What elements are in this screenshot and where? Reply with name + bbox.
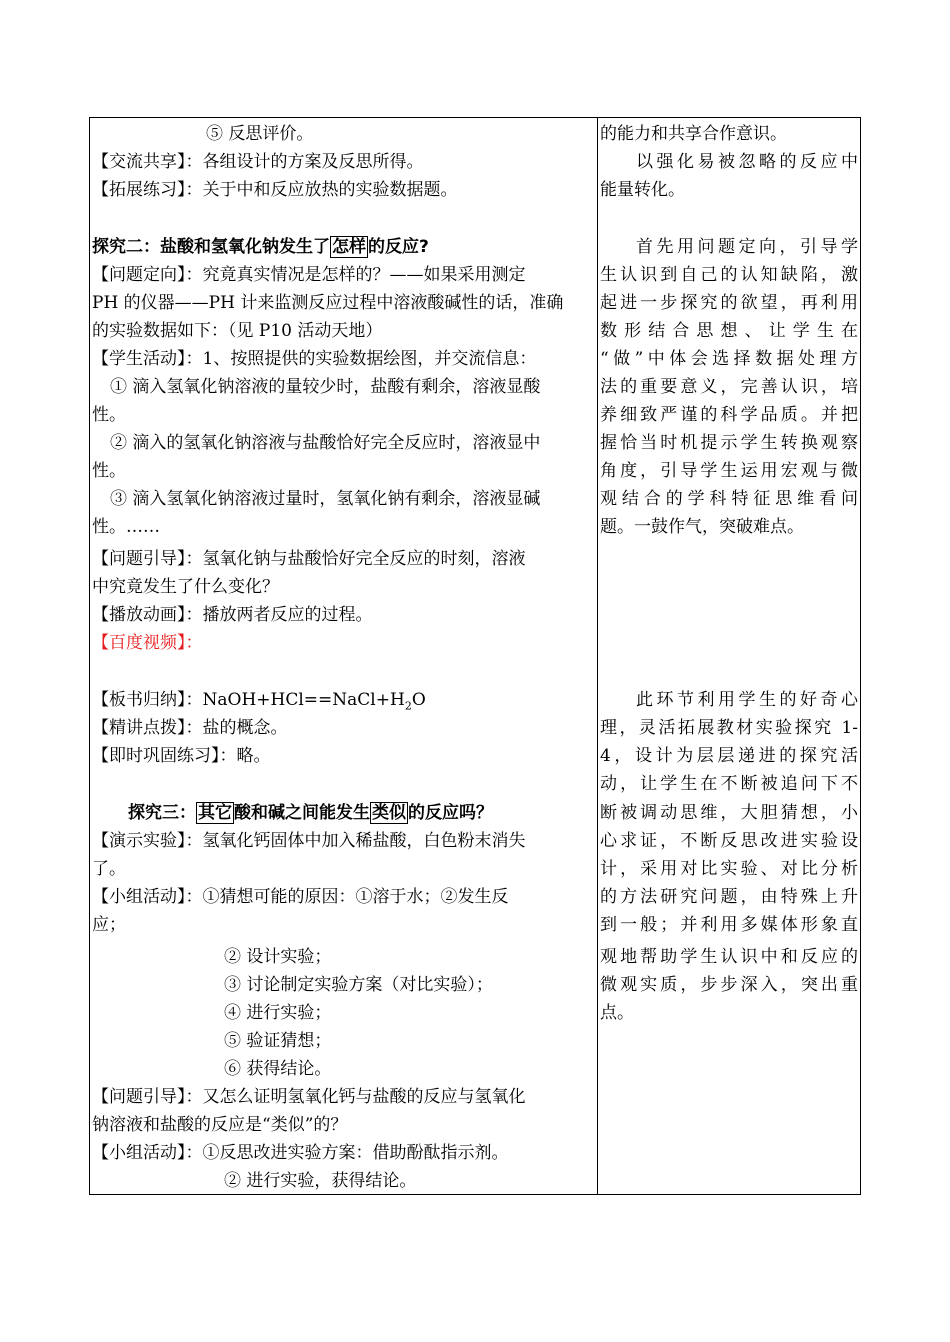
intent-c-line-4: 动，让学生在不断被追问下不 (600, 774, 858, 794)
group-step-2: ② 设计实验； (224, 947, 332, 967)
inquiry-three-post: 的反应吗？ (408, 803, 493, 823)
student-activity-point-2-end: 性。 (92, 461, 126, 481)
intent-c-line-12: 点。 (600, 1003, 634, 1023)
inquiry-three-mid: 酸和碱之间能发生 (234, 803, 370, 823)
student-activity-text: 1、按照提供的实验数据绘图，并交流信息： (202, 349, 537, 369)
intent-b-line-9: 角度，引导学生运用宏观与微 (600, 461, 858, 481)
explanation-tag: 【精讲点拨】： (92, 718, 203, 738)
student-activity-line (92, 345, 536, 373)
inquiry-three-heading (128, 799, 493, 827)
extension-practice-line (92, 176, 458, 204)
question-guide-2-text-2: 钠溶液和盐酸的反应是“类似”的？ (92, 1115, 348, 1135)
student-activity-point-3: ③ 滴入氢氧化钠溶液过量时，氢氧化钠有剩余，溶液显碱 (110, 489, 541, 509)
practice-line (92, 742, 271, 770)
intent-c-line-3: 4，设计为层层递进的探究活 (600, 746, 858, 766)
lesson-plan-table (89, 117, 861, 1195)
problem-orientation-line (92, 261, 526, 289)
intent-c-line-6: 心求证，不断反思改进实验设 (600, 831, 858, 851)
question-guide-2-line (92, 1083, 526, 1111)
question-guide-text: 氢氧化钠与盐酸恰好完全反应的时刻，溶液 (202, 549, 526, 569)
equation-main: NaOH+HCl==NaCl+H (202, 690, 405, 710)
demo-experiment-text: 氢氧化钙固体中加入稀盐酸，白色粉末消失 (202, 831, 526, 851)
board-summary-tag: 【板书归纳】： (92, 690, 203, 710)
intent-c-line-11: 微观实质，步步深入，突出重 (600, 975, 858, 995)
group-activity-line (92, 883, 509, 911)
intent-b-line-11: 题。一鼓作气，突破难点。 (600, 517, 804, 537)
intent-c-line-8: 的方法研究问题，由特殊上升 (600, 887, 858, 907)
extension-practice-tag: 【拓展练习】： (92, 180, 203, 200)
group-activity-2-step-2: ② 进行实验，获得结论。 (224, 1171, 417, 1191)
problem-orientation-text-3: 的实验数据如下：（见 P10 活动天地） (92, 321, 383, 341)
extension-practice-text: 关于中和反应放热的实验数据题。 (202, 180, 458, 200)
intent-b-line-6: 法的重要意义，完善认识，培 (600, 377, 858, 397)
demo-experiment-line (92, 827, 526, 855)
demo-experiment-tag: 【演示实验】： (92, 831, 203, 851)
group-activity-2-line (92, 1139, 509, 1167)
intent-b-line-1: 首先用问题定向，引导学 (636, 237, 858, 257)
group-activity-2-text: ①反思改进实验方案：借助酚酞指示剂。 (202, 1143, 509, 1163)
student-activity-point-1-end: 性。 (92, 405, 126, 425)
exchange-share-text: 各组设计的方案及反思所得。 (202, 152, 424, 172)
play-animation-text: 播放两者反应的过程。 (202, 605, 373, 625)
intent-c-line-7: 计，采用对比实验、对比分析 (600, 859, 858, 879)
question-guide-2-tag: 【问题引导】： (92, 1087, 203, 1107)
step-reflect: ⑤ 反思评价。 (206, 124, 314, 144)
inquiry-two-post: 的反应? (368, 237, 429, 257)
equation-subscript: 2 (404, 699, 412, 713)
group-activity-2-tag: 【小组活动】： (92, 1143, 203, 1163)
intent-b-line-8: 握恰当时机提示学生转换观察 (600, 433, 858, 453)
question-guide-text-2: 中究竟发生了什么变化？ (92, 577, 279, 597)
intent-a-line-1: 的能力和共享合作意识。 (600, 124, 787, 144)
intent-b-line-3: 起进一步探究的欲望，再利用 (600, 293, 858, 313)
intent-b-line-5: “做”中体会选择数据处理方 (600, 349, 858, 369)
intent-a-line-3: 能量转化。 (600, 180, 685, 200)
intent-a-line-2: 以强化易被忽略的反应中 (636, 152, 858, 172)
question-guide-2-text: 又怎么证明氢氧化钙与盐酸的反应与氢氧化 (202, 1087, 526, 1107)
intent-c-line-9: 到一般；并利用多媒体形象直 (600, 915, 858, 935)
practice-text: 略。 (236, 746, 271, 766)
equation-end: O (411, 690, 426, 710)
explanation-text: 盐的概念。 (202, 718, 288, 738)
inquiry-two-boxed: 怎样 (332, 237, 366, 257)
group-step-6: ⑥ 获得结论。 (224, 1059, 332, 1079)
play-animation-tag: 【播放动画】： (92, 605, 203, 625)
group-step-3: ③ 讨论制定实验方案（对比实验）； (224, 975, 493, 995)
exchange-share-tag: 【交流共享】： (92, 152, 203, 172)
intent-b-line-4: 数形结合思想、让学生在 (600, 321, 858, 341)
intent-b-line-10: 观结合的学科特征思维看问 (600, 489, 858, 509)
student-activity-point-1: ① 滴入氢氧化钠溶液的量较少时，盐酸有剩余，溶液显酸 (110, 377, 541, 397)
group-activity-text: ①猜想可能的原因：①溶于水；②发生反 (202, 887, 509, 907)
problem-orientation-text: 究竟真实情况是怎样的？——如果采用测定 (202, 265, 526, 285)
student-activity-point-3-end: 性。…… (92, 517, 160, 537)
student-activity-tag: 【学生活动】： (92, 349, 203, 369)
play-animation-line (92, 601, 373, 629)
intent-c-line-2: 理，灵活拓展教材实验探究 1- (600, 718, 858, 738)
group-activity-text-2: 应； (92, 915, 126, 935)
inquiry-two-pre: 探究二：盐酸和氢氧化钠发生了 (92, 237, 330, 257)
demo-experiment-text-2: 了。 (92, 859, 126, 879)
question-guide-tag: 【问题引导】： (92, 549, 203, 569)
intent-c-line-5: 断被调动思维，大胆猜想，小 (600, 803, 858, 823)
inquiry-three-pre: 探究三： (128, 803, 196, 823)
inquiry-three-boxed-1: 其它 (198, 803, 232, 823)
intent-c-line-1: 此环节利用学生的好奇心 (636, 690, 858, 710)
column-divider (597, 118, 598, 1194)
question-guide-line (92, 545, 526, 573)
inquiry-two-heading (92, 233, 429, 261)
student-activity-point-2: ② 滴入的氢氧化钠溶液与盐酸恰好完全反应时，溶液显中 (110, 433, 541, 453)
inquiry-three-boxed-2: 类似 (372, 803, 406, 823)
group-step-5: ⑤ 验证猜想； (224, 1031, 332, 1051)
problem-orientation-tag: 【问题定向】： (92, 265, 203, 285)
intent-b-line-7: 养细致严谨的科学品质。并把 (600, 405, 858, 425)
baidu-video-link[interactable]: 【百度视频】： (92, 633, 203, 653)
board-summary-equation (202, 690, 426, 713)
explanation-line (92, 714, 288, 742)
problem-orientation-text-2: PH 的仪器——PH 计来监测反应过程中溶液酸碱性的话，准确 (92, 293, 564, 313)
intent-c-line-10: 观地帮助学生认识中和反应的 (600, 947, 858, 967)
intent-b-line-2: 生认识到自己的认知缺陷，激 (600, 265, 858, 285)
group-step-4: ④ 进行实验； (224, 1003, 332, 1023)
practice-tag: 【即时巩固练习】： (92, 746, 237, 766)
board-summary-line (92, 686, 426, 714)
exchange-share-line (92, 148, 424, 176)
group-activity-tag: 【小组活动】： (92, 887, 203, 907)
